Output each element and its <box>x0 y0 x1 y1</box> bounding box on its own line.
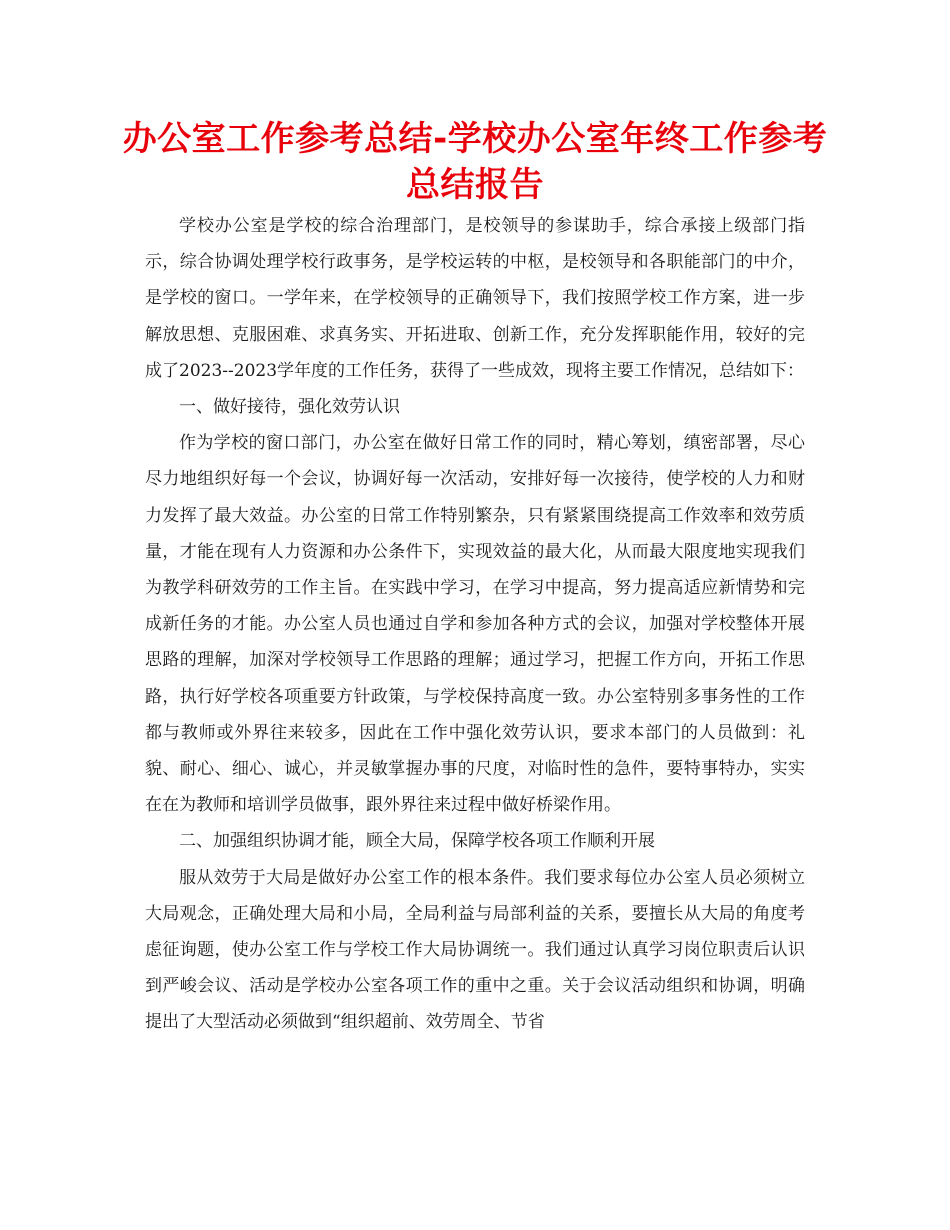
section-heading-2: 二、加强组织协调才能，顾全大局，保障学校各项工作顺利开展 <box>179 831 655 852</box>
intro-paragraph: 学校办公室是学校的综合治理部门，是校领导的参谋助手，综合承接上级部门指示，综合协调处理学校行政事务，是学校运转的中枢，是校领导和各职能部门的中介，是学校的窗口。一学年来，在学校领导的正确领导下，我们按照学校工作方案，进一步解放思想、克服困难、求真务实、开拓进取、创新工作，充分发挥职能作用，较好的完成了2023--2023学年度的工作任务，获得了一些成效，现将主要工作情况，总结如下： <box>145 216 805 381</box>
document-body <box>145 208 805 1041</box>
section-2-paragraph: 服从效劳于大局是做好办公室工作的根本条件。我们要求每位办公室人员必须树立大局观念，正确处理大局和小局，全局利益与局部利益的关系，要擅长从大局的角度考虑征询题，使办公室工作与学校工作大局协调统一。我们通过认真学习岗位职责后认识到严峻会议、活动是学校办公室各项工作的重中之重。关于会议活动组织和协调，明确提出了大型活动必须做到“组织超前、效劳周全、节省 <box>145 867 805 1033</box>
section-1-paragraph: 作为学校的窗口部门，办公室在做好日常工作的同时，精心筹划，缜密部署，尽心尽力地组织好每一个会议，协调好每一次活动，安排好每一次接待，使学校的人力和财力发挥了最大效益。办公室的日常工作特别繁杂，只有紧紧围绕提高工作效率和效劳质量，才能在现有人力资源和办公条件下，实现效益的最大化，从而最大限度地实现我们为教学科研效劳的工作主旨。在实践中学习，在学习中提高，努力提高适应新情势和完成新任务的才能。办公室人员也通过自学和参加各种方式的会议，加强对学校整体开展思路的理解，加深对学校领导工作思路的理解；通过学习，把握工作方向，开拓工作思路，执行好学校各项重要方针政策，与学校保持高度一致。办公室特别多事务性的工作都与教师或外界往来较多，因此在工作中强化效劳认识，要求本部门的人员做到：礼貌、耐心、细心、诚心，并灵敏掌握办事的尺度，对临时性的急件，要特事特办，实实在在为教师和培训学员做事，跟外界往来过程中做好桥梁作用。 <box>145 433 805 816</box>
section-heading-1: 一、做好接待，强化效劳认识 <box>179 397 400 418</box>
document-title: 办公室工作参考总结-学校办公室年终工作参考总结报告 <box>122 119 828 205</box>
